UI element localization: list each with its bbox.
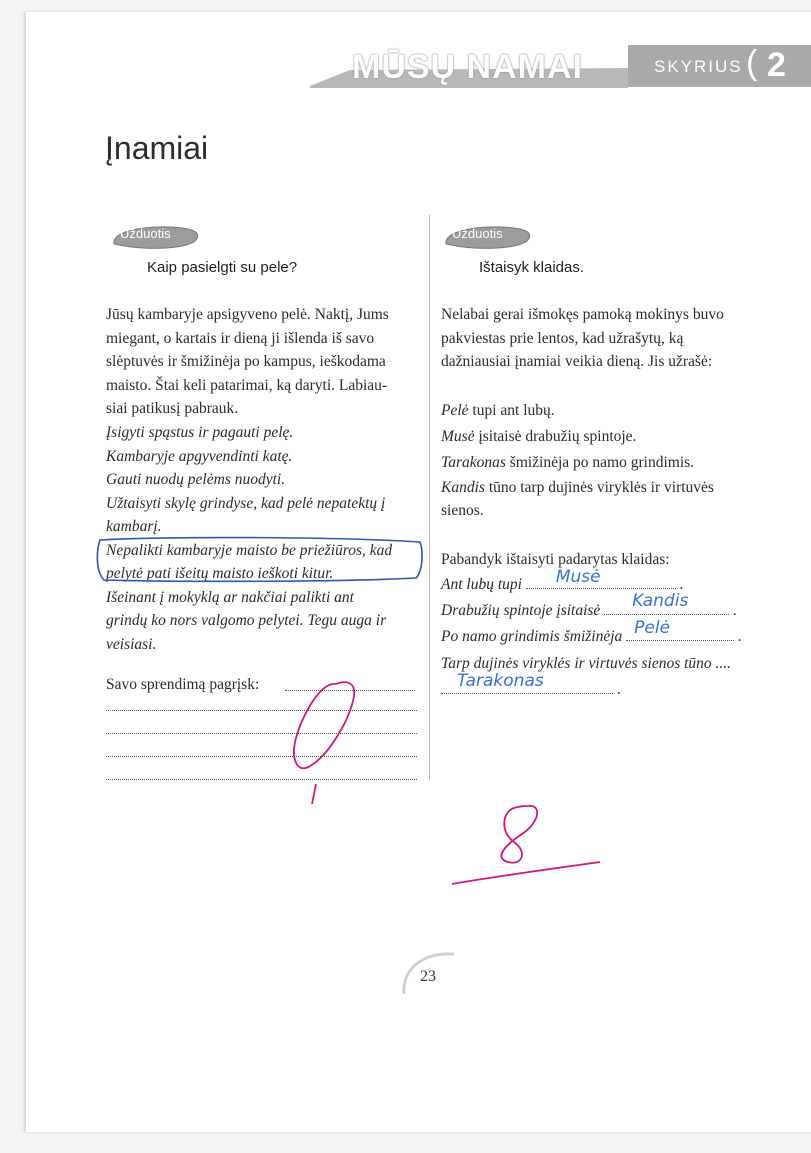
right-intro xyxy=(441,303,781,374)
option-line[interactable]: grindų ko nors valgomo pelytei. Tegu auga ir xyxy=(106,612,387,629)
statement-subject: Tarakonas xyxy=(441,454,506,471)
left-intro xyxy=(106,303,421,421)
statement-subject: Pelė xyxy=(441,402,469,419)
statement-line xyxy=(441,398,781,424)
left-intro-line: miegant, o kartais ir dieną ji išlenda iš savo xyxy=(106,329,375,347)
fill-blank[interactable] xyxy=(441,671,613,694)
task-badge-right-label: Užduotis xyxy=(452,226,503,241)
fill-answer: Musė xyxy=(555,567,601,587)
option-line[interactable]: Nepalikti kambaryje maisto be priežiūros, kad xyxy=(106,541,393,559)
answer-line[interactable] xyxy=(106,709,417,711)
justify-prompt-text: Savo sprendimą pagrįsk: xyxy=(106,676,260,693)
column-divider xyxy=(429,215,430,780)
page-title: Įnamiai xyxy=(105,130,209,166)
answer-line[interactable] xyxy=(106,732,417,734)
chapter-paren-icon: ( xyxy=(746,44,758,82)
option-line[interactable]: Kambaryje apgyvendinti katę. xyxy=(106,447,293,465)
statement-rest: įsitaisė drabužių spintoje. xyxy=(474,428,637,445)
statement-line xyxy=(441,450,781,476)
option-line[interactable]: veisiasi. xyxy=(106,635,157,653)
option-line[interactable]: Išeinant į mokyklą ar nakčiai palikti ant xyxy=(106,588,354,606)
fill-blank[interactable] xyxy=(626,618,734,641)
statement-line xyxy=(441,424,781,450)
chapter-number: 2 xyxy=(767,46,786,84)
right-intro-line: Nelabai gerai išmokęs pamoką mokinys buvo xyxy=(441,306,724,323)
justify-prompt xyxy=(106,673,421,697)
page-number: 23 xyxy=(420,968,436,985)
left-intro-line: siai patikusį pabrauk. xyxy=(106,400,239,417)
fix-prompt-text: Pabandyk ištaisyti padarytas klaidas: xyxy=(441,551,670,568)
selection-circle-mark xyxy=(94,534,426,586)
right-statements xyxy=(441,398,781,522)
fill-item: Ant lubų tupi Musė . xyxy=(441,567,684,593)
fix-prompt xyxy=(441,548,781,572)
chapter-label: SKYRIUS xyxy=(654,57,743,76)
grade-mark-total xyxy=(448,800,608,895)
option-line[interactable]: kambarį. xyxy=(106,518,162,535)
option-line[interactable]: pelytė pati išeitų maisto ieškoti kitur. xyxy=(106,565,334,582)
header-title: MŪSŲ NAMAI xyxy=(352,48,583,86)
right-intro-line: pakviestas prie lentos, kad užrašytų, ką xyxy=(441,329,684,347)
fill-prefix: Drabužių spintoje įsitaisė xyxy=(441,602,601,619)
fill-prefix: Ant lubų tupi xyxy=(441,576,522,593)
fill-answer: Tarakonas xyxy=(457,671,544,691)
option-line[interactable]: Gauti nuodų pelėms nuodyti. xyxy=(106,471,286,488)
statement-rest: tupi ant lubų. xyxy=(468,402,555,419)
option-line[interactable]: Užtaisyti skylę grindyse, kad pelė nepatektų į xyxy=(106,494,386,512)
task-badge-left-label: Užduotis xyxy=(120,226,171,241)
fill-item-continuation: Tarakonas . xyxy=(441,678,786,702)
option-line[interactable]: Įsigyti spąstus ir pagauti pelę. xyxy=(106,424,294,441)
statement-tail: sienos. xyxy=(441,502,484,519)
task-title-left: Kaip pasielgti su pele? xyxy=(147,259,298,276)
left-intro-line: Jūsų kambaryje apsigyveno pelė. Naktį, Jums xyxy=(106,306,389,323)
fill-answer: Pelė xyxy=(634,618,671,638)
statement-subject: Kandis xyxy=(441,479,485,496)
fill-item: Po namo grindimis šmižinėja Pelė . xyxy=(441,618,742,645)
fill-blank[interactable] xyxy=(604,591,729,615)
answer-line[interactable] xyxy=(106,778,417,780)
fill-item: Drabužių spintoje įsitaisė Kandis . xyxy=(441,591,737,619)
task-title-right: Ištaisyk klaidas. xyxy=(479,259,585,276)
left-intro-line: maisto. Štai keli patarimai, ką daryti. Labiau- xyxy=(106,376,388,394)
statement-line xyxy=(441,476,781,499)
fill-item: Tarp dujinės viryklės ir virtuvės sienos tūno .... xyxy=(441,655,732,672)
left-intro-line: slėptuvės ir šmižinėja po kampus, ieškodama xyxy=(106,353,386,370)
statement-rest: šmižinėja po namo grindimis. xyxy=(505,454,695,471)
fill-prefix: Tarp dujinės viryklės ir virtuvės sienos tūno xyxy=(441,655,712,672)
statement-rest: tūno tarp dujinės viryklės ir virtuvės xyxy=(484,479,714,496)
fill-prefix: Po namo grindimis šmižinėja xyxy=(441,628,623,645)
right-intro-line: dažniausiai įnamiai veikia dieną. Jis užrašė: xyxy=(441,353,713,370)
statement-subject: Musė xyxy=(441,428,475,445)
answer-line[interactable] xyxy=(106,755,417,757)
fill-answer: Kandis xyxy=(632,591,689,611)
grade-mark-left xyxy=(280,676,370,811)
